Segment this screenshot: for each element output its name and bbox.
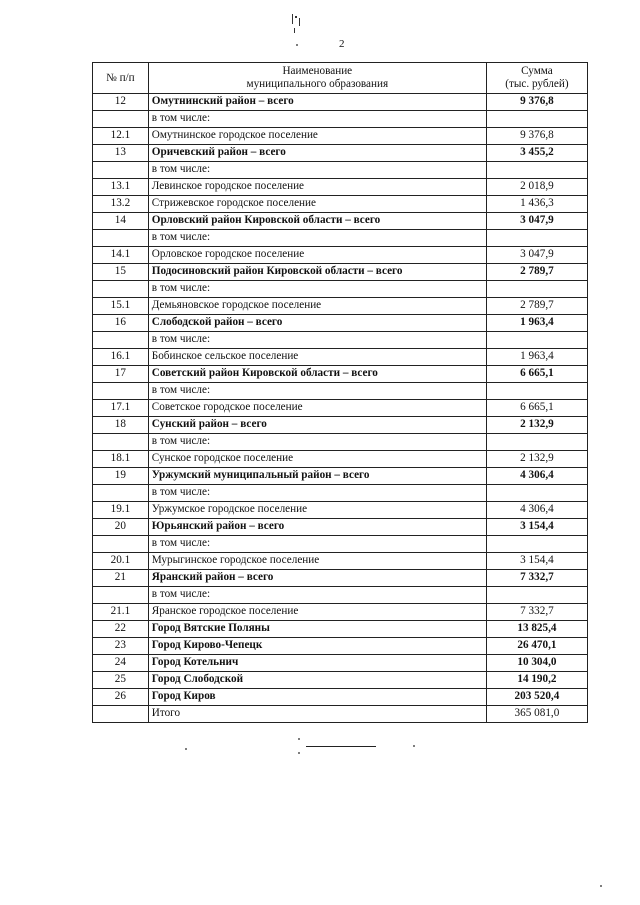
row-num-cell: 16 xyxy=(93,315,149,332)
scan-speck xyxy=(185,748,187,750)
row-num-cell: 17 xyxy=(93,366,149,383)
page-number: 2 xyxy=(339,38,345,50)
row-num-cell xyxy=(93,230,149,247)
row-sum-cell: 26 470,1 xyxy=(486,638,587,655)
scan-artifact-mark xyxy=(290,14,304,34)
table-row xyxy=(93,553,588,570)
row-num-cell: 20.1 xyxy=(93,553,149,570)
row-sum-cell: 3 047,9 xyxy=(486,247,587,264)
table-row xyxy=(93,315,588,332)
header-sum xyxy=(486,63,587,94)
row-name-cell: Демьяновское городское поселение xyxy=(148,298,486,315)
table-row xyxy=(93,264,588,281)
row-num-cell: 14 xyxy=(93,213,149,230)
row-num-cell: 13 xyxy=(93,145,149,162)
table-row xyxy=(93,247,588,264)
row-sum-cell xyxy=(486,230,587,247)
row-sum-cell: 2 018,9 xyxy=(486,179,587,196)
table-row xyxy=(93,638,588,655)
row-sum-cell: 3 047,9 xyxy=(486,213,587,230)
row-name-cell: в том числе: xyxy=(148,485,486,502)
table-row xyxy=(93,570,588,587)
table-row xyxy=(93,400,588,417)
row-num-cell xyxy=(93,332,149,349)
row-name-cell: Сунский район – всего xyxy=(148,417,486,434)
row-num-cell: 14.1 xyxy=(93,247,149,264)
row-name-cell: в том числе: xyxy=(148,383,486,400)
row-sum-cell xyxy=(486,111,587,128)
row-num-cell: 19 xyxy=(93,468,149,485)
table-row xyxy=(93,145,588,162)
row-num-cell: 25 xyxy=(93,672,149,689)
table-row xyxy=(93,587,588,604)
row-name-cell: Омутнинский район – всего xyxy=(148,94,486,111)
table-body xyxy=(93,94,588,723)
row-name-cell: Юрьянский район – всего xyxy=(148,519,486,536)
row-sum-cell: 203 520,4 xyxy=(486,689,587,706)
table-row xyxy=(93,196,588,213)
row-sum-cell: 9 376,8 xyxy=(486,94,587,111)
table-row xyxy=(93,451,588,468)
table-row xyxy=(93,672,588,689)
row-sum-cell: 2 132,9 xyxy=(486,417,587,434)
row-num-cell xyxy=(93,434,149,451)
table-row xyxy=(93,179,588,196)
row-name-cell: в том числе: xyxy=(148,281,486,298)
scan-speck xyxy=(298,752,300,754)
row-name-cell: Яранское городское поселение xyxy=(148,604,486,621)
row-name-cell: Итого xyxy=(148,706,486,723)
table-row xyxy=(93,366,588,383)
row-name-cell: в том числе: xyxy=(148,230,486,247)
row-num-cell: 17.1 xyxy=(93,400,149,417)
row-sum-cell xyxy=(486,383,587,400)
row-name-cell: Сунское городское поселение xyxy=(148,451,486,468)
row-num-cell: 23 xyxy=(93,638,149,655)
row-sum-cell: 6 665,1 xyxy=(486,400,587,417)
row-name-cell: в том числе: xyxy=(148,162,486,179)
table-row xyxy=(93,213,588,230)
table-row xyxy=(93,604,588,621)
row-num-cell xyxy=(93,536,149,553)
row-sum-cell xyxy=(486,536,587,553)
scan-speck xyxy=(298,738,300,740)
table-header-row xyxy=(93,63,588,94)
row-num-cell: 24 xyxy=(93,655,149,672)
row-name-cell: Уржумский муниципальный район – всего xyxy=(148,468,486,485)
table-row xyxy=(93,349,588,366)
table-row xyxy=(93,689,588,706)
scan-speck xyxy=(296,44,298,46)
row-name-cell: Бобинское сельское поселение xyxy=(148,349,486,366)
row-name-cell: Орловское городское поселение xyxy=(148,247,486,264)
row-sum-cell: 1 963,4 xyxy=(486,315,587,332)
row-name-cell: Город Слободской xyxy=(148,672,486,689)
row-sum-cell xyxy=(486,281,587,298)
row-num-cell xyxy=(93,587,149,604)
table-row xyxy=(93,706,588,723)
table-row xyxy=(93,332,588,349)
table-row xyxy=(93,94,588,111)
row-name-cell: Город Киров xyxy=(148,689,486,706)
row-sum-cell: 10 304,0 xyxy=(486,655,587,672)
row-name-cell: Яранский район – всего xyxy=(148,570,486,587)
row-sum-cell xyxy=(486,332,587,349)
row-num-cell: 12 xyxy=(93,94,149,111)
row-num-cell xyxy=(93,706,149,723)
row-num-cell: 12.1 xyxy=(93,128,149,145)
row-num-cell: 15 xyxy=(93,264,149,281)
row-sum-cell xyxy=(486,162,587,179)
row-num-cell: 21.1 xyxy=(93,604,149,621)
row-name-cell: Орловский район Кировской области – всего xyxy=(148,213,486,230)
row-name-cell: Стрижевское городское поселение xyxy=(148,196,486,213)
row-name-cell: Оричевский район – всего xyxy=(148,145,486,162)
row-num-cell: 13.2 xyxy=(93,196,149,213)
row-sum-cell: 7 332,7 xyxy=(486,604,587,621)
table-row xyxy=(93,621,588,638)
row-sum-cell: 4 306,4 xyxy=(486,502,587,519)
row-name-cell: в том числе: xyxy=(148,536,486,553)
table-row xyxy=(93,298,588,315)
row-num-cell xyxy=(93,162,149,179)
row-sum-cell: 13 825,4 xyxy=(486,621,587,638)
header-name xyxy=(148,63,486,94)
row-name-cell: в том числе: xyxy=(148,587,486,604)
row-sum-cell: 1 963,4 xyxy=(486,349,587,366)
row-name-cell: в том числе: xyxy=(148,434,486,451)
row-sum-cell xyxy=(486,485,587,502)
table-row xyxy=(93,536,588,553)
table-row xyxy=(93,519,588,536)
row-num-cell xyxy=(93,111,149,128)
row-name-cell: Город Кирово-Чепецк xyxy=(148,638,486,655)
row-num-cell: 20 xyxy=(93,519,149,536)
table-row xyxy=(93,417,588,434)
row-name-cell: Город Вятские Поляны xyxy=(148,621,486,638)
table-row xyxy=(93,230,588,247)
row-num-cell: 15.1 xyxy=(93,298,149,315)
row-sum-cell xyxy=(486,587,587,604)
row-num-cell xyxy=(93,485,149,502)
row-num-cell: 22 xyxy=(93,621,149,638)
row-num-cell: 19.1 xyxy=(93,502,149,519)
row-name-cell: Подосиновский район Кировской области – всего xyxy=(148,264,486,281)
row-num-cell: 18 xyxy=(93,417,149,434)
header-sum-line1: Сумма xyxy=(521,65,553,77)
row-sum-cell: 6 665,1 xyxy=(486,366,587,383)
row-name-cell: в том числе: xyxy=(148,332,486,349)
row-sum-cell: 14 190,2 xyxy=(486,672,587,689)
row-sum-cell: 7 332,7 xyxy=(486,570,587,587)
scan-speck xyxy=(413,745,415,747)
row-name-cell: Левинское городское поселение xyxy=(148,179,486,196)
row-name-cell: Уржумское городское поселение xyxy=(148,502,486,519)
header-name-line1: Наименование xyxy=(282,65,353,77)
row-num-cell: 13.1 xyxy=(93,179,149,196)
row-name-cell: Советский район Кировской области – всего xyxy=(148,366,486,383)
table-row xyxy=(93,655,588,672)
row-sum-cell: 365 081,0 xyxy=(486,706,587,723)
table-row xyxy=(93,485,588,502)
table-row xyxy=(93,162,588,179)
header-num: № п/п xyxy=(93,63,149,94)
row-sum-cell: 2 789,7 xyxy=(486,298,587,315)
table-row xyxy=(93,468,588,485)
row-name-cell: Город Котельнич xyxy=(148,655,486,672)
header-name-line2: муниципального образования xyxy=(246,78,389,90)
row-name-cell: Советское городское поселение xyxy=(148,400,486,417)
table-row xyxy=(93,111,588,128)
row-num-cell xyxy=(93,383,149,400)
row-name-cell: в том числе: xyxy=(148,111,486,128)
header-sum-line2: (тыс. рублей) xyxy=(505,78,569,90)
end-divider xyxy=(306,746,376,747)
row-num-cell: 26 xyxy=(93,689,149,706)
table-row xyxy=(93,281,588,298)
row-num-cell: 21 xyxy=(93,570,149,587)
row-num-cell xyxy=(93,281,149,298)
row-num-cell: 16.1 xyxy=(93,349,149,366)
table-row xyxy=(93,434,588,451)
row-sum-cell: 2 132,9 xyxy=(486,451,587,468)
row-sum-cell: 2 789,7 xyxy=(486,264,587,281)
row-sum-cell: 9 376,8 xyxy=(486,128,587,145)
row-name-cell: Слободской район – всего xyxy=(148,315,486,332)
row-sum-cell: 4 306,4 xyxy=(486,468,587,485)
table-row xyxy=(93,502,588,519)
row-name-cell: Омутнинское городское поселение xyxy=(148,128,486,145)
row-sum-cell xyxy=(486,434,587,451)
table-row xyxy=(93,383,588,400)
row-sum-cell: 3 154,4 xyxy=(486,519,587,536)
row-name-cell: Мурыгинское городское поселение xyxy=(148,553,486,570)
row-sum-cell: 3 455,2 xyxy=(486,145,587,162)
table-row xyxy=(93,128,588,145)
scan-speck xyxy=(600,885,602,887)
row-sum-cell: 1 436,3 xyxy=(486,196,587,213)
row-num-cell: 18.1 xyxy=(93,451,149,468)
row-sum-cell: 3 154,4 xyxy=(486,553,587,570)
budget-table xyxy=(92,62,588,723)
